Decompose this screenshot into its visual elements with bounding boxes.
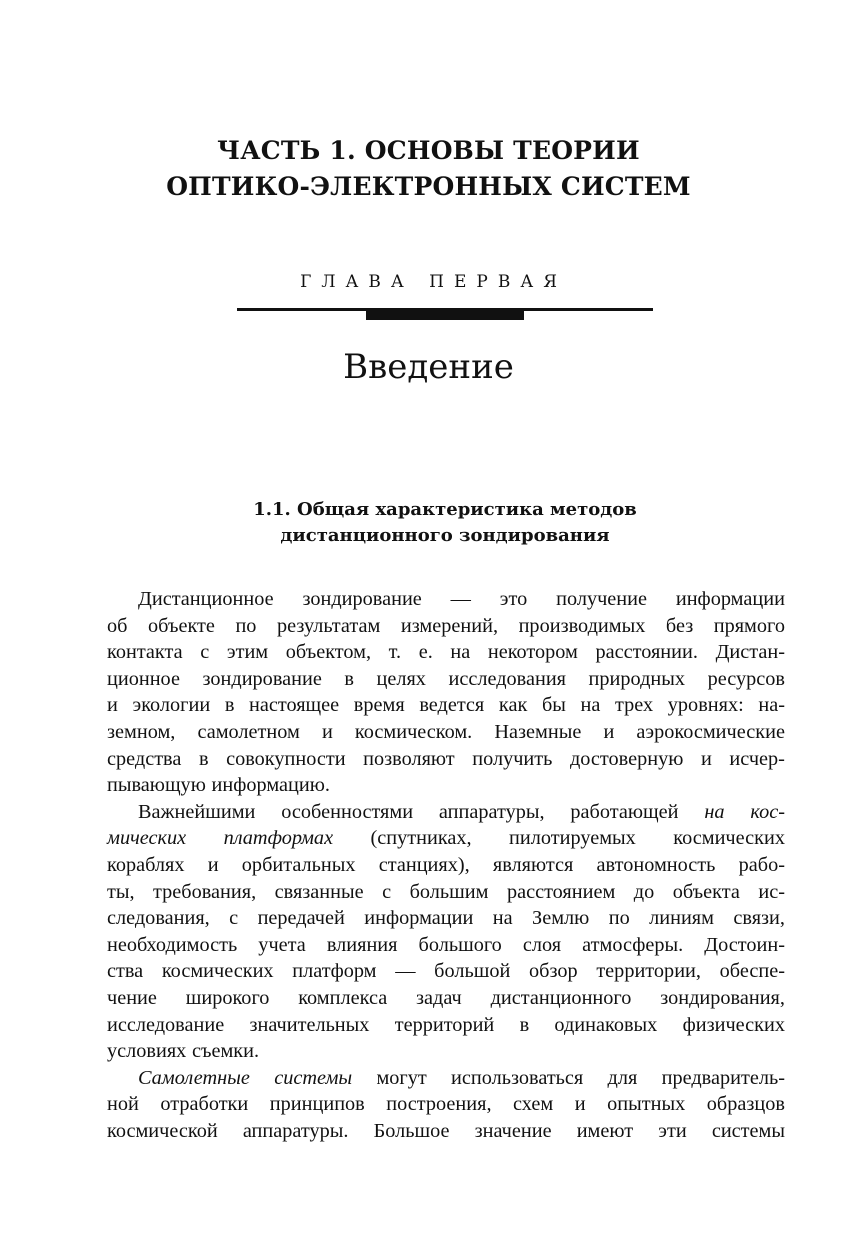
word: на	[492, 907, 513, 930]
section-title-line: 1.1. Общая характеристика методов	[253, 499, 637, 520]
word: исчер-	[729, 747, 785, 770]
word: передачей	[257, 907, 345, 930]
word: пывающую	[107, 774, 206, 797]
word: уровнях:	[667, 694, 744, 717]
part-title-line: ОПТИКО-ЭЛЕКТРОННЫХ СИСТЕМ	[166, 172, 691, 201]
word: аэрокосмические	[636, 720, 785, 743]
text-line	[107, 852, 785, 879]
word: космическом.	[354, 720, 473, 743]
word: в	[224, 694, 235, 717]
word: и	[207, 853, 219, 876]
word: космической	[107, 1119, 218, 1142]
chapter-title: Введение	[343, 347, 514, 387]
word: системы	[711, 1119, 785, 1142]
word: ной	[107, 1093, 139, 1116]
paragraph	[107, 1065, 785, 1145]
word: объектом,	[285, 641, 372, 664]
word: могут	[376, 1066, 427, 1089]
word: исследование	[107, 1013, 225, 1036]
text-line	[107, 958, 785, 985]
word: кораблях	[107, 853, 185, 876]
word: кос-	[750, 800, 785, 823]
word: настоящее	[249, 694, 340, 717]
word: и	[321, 720, 333, 743]
word: с	[382, 880, 392, 903]
word: широкого	[185, 986, 270, 1009]
word: на-	[758, 694, 785, 717]
word: и	[574, 1093, 586, 1116]
word: расстоянием	[506, 880, 616, 903]
text-line	[107, 692, 785, 719]
word: платформах	[223, 827, 334, 850]
text-line	[107, 1038, 785, 1065]
paragraph	[107, 799, 785, 1065]
text-line	[107, 746, 785, 773]
word: об	[107, 614, 128, 637]
word: с	[229, 907, 239, 930]
word: Дистанционное	[138, 588, 274, 610]
word: связи,	[733, 907, 785, 930]
word: на	[580, 694, 601, 717]
word: время	[353, 694, 405, 717]
word: самолетном	[197, 720, 300, 743]
text-line	[107, 772, 785, 799]
word: это	[499, 588, 528, 610]
word: необходимость	[107, 933, 238, 956]
word: аппаратуры,	[438, 800, 545, 823]
word: влияния	[326, 933, 398, 956]
word: Важнейшими	[138, 800, 256, 823]
word: —	[395, 960, 416, 983]
word: использоваться	[451, 1066, 584, 1089]
word: ционное	[107, 667, 180, 690]
word: большим	[409, 880, 489, 903]
word: зондирование	[302, 588, 422, 610]
word: особенностями	[281, 800, 414, 823]
word: для	[607, 1066, 638, 1089]
word: комплекса	[298, 986, 388, 1009]
word: пилотируемых	[509, 827, 636, 850]
word: Достоин-	[704, 933, 785, 956]
text-line	[107, 719, 785, 746]
word: с	[200, 641, 210, 664]
word: как	[498, 694, 528, 717]
word: эти	[658, 1119, 687, 1142]
word: ресурсов	[707, 667, 785, 690]
text-line	[107, 879, 785, 906]
word: природных	[588, 667, 686, 690]
word: совокупности	[226, 747, 346, 770]
word: информацию.	[211, 774, 330, 797]
body-text	[107, 586, 785, 1144]
word: одинаковых	[554, 1013, 658, 1036]
word: контакта	[107, 641, 183, 664]
word: Наземные	[494, 720, 582, 743]
word: большого	[418, 933, 502, 956]
text-line	[107, 799, 785, 826]
word: являются	[492, 853, 574, 876]
word: значительных	[249, 1013, 370, 1036]
section-title	[0, 497, 857, 549]
word: и	[700, 747, 712, 770]
word: опытных	[607, 1093, 686, 1116]
word: зондирование	[202, 667, 322, 690]
word: Самолетные	[138, 1066, 250, 1089]
word: измерений,	[400, 614, 499, 637]
word: обеспе-	[719, 960, 785, 983]
word: предваритель-	[661, 1066, 785, 1089]
word: е.	[418, 641, 433, 664]
word: образцов	[706, 1093, 785, 1116]
part-title-line: ЧАСТЬ 1. ОСНОВЫ ТЕОРИИ	[217, 136, 640, 165]
word: в	[519, 1013, 530, 1036]
text-line	[107, 666, 785, 693]
word: орбитальных	[241, 853, 356, 876]
word: атмосферы.	[582, 933, 684, 956]
text-line	[107, 1065, 785, 1092]
section-title-line: дистанционного зондирования	[280, 525, 610, 546]
word: исследования	[448, 667, 567, 690]
word: космических	[673, 827, 785, 850]
word: принципов	[269, 1093, 365, 1116]
word: зондирования,	[660, 986, 785, 1009]
word: чение	[107, 986, 157, 1009]
word: без	[665, 614, 694, 637]
word: позволяют	[363, 747, 455, 770]
word: прямого	[713, 614, 785, 637]
word: земном,	[107, 720, 176, 743]
word: рабо-	[738, 853, 785, 876]
word: ведется	[419, 694, 485, 717]
text-line	[107, 1091, 785, 1118]
word: имеют	[576, 1119, 634, 1142]
word: до	[633, 880, 655, 903]
word: условиях	[107, 1040, 187, 1063]
text-line	[107, 932, 785, 959]
word: Дистан-	[715, 641, 785, 664]
word: территорий	[394, 1013, 495, 1036]
part-title	[0, 133, 857, 205]
word: значение	[474, 1119, 552, 1142]
word: ты,	[107, 880, 135, 903]
text-line	[107, 905, 785, 932]
word: в	[198, 747, 209, 770]
text-line	[107, 639, 785, 666]
word: задач	[416, 986, 462, 1009]
word: информации	[675, 588, 785, 610]
word: некотором	[487, 641, 578, 664]
word: бы	[541, 694, 566, 717]
word: Землю	[532, 907, 590, 930]
chapter-label: ГЛАВА ПЕРВАЯ	[300, 272, 567, 292]
word: достоверную	[569, 747, 684, 770]
word: съемки.	[191, 1040, 260, 1063]
word: расстоянии.	[595, 641, 698, 664]
word: результатам	[276, 614, 381, 637]
word: экологии	[132, 694, 211, 717]
word: и	[107, 694, 118, 717]
word: в	[344, 667, 354, 690]
word: целях	[376, 667, 426, 690]
word: построения,	[386, 1093, 492, 1116]
word: физических	[682, 1013, 785, 1036]
text-line	[107, 586, 785, 613]
word: следования,	[107, 907, 210, 930]
text-line	[107, 825, 785, 852]
word: ис-	[758, 880, 785, 903]
word: по	[608, 907, 630, 930]
text-line	[107, 613, 785, 640]
word: —	[450, 588, 471, 610]
word: на	[704, 800, 725, 823]
word: аппаратуры.	[242, 1119, 349, 1142]
word: объекте	[148, 614, 215, 637]
word: и	[603, 720, 615, 743]
word: этим	[226, 641, 269, 664]
word: большой	[434, 960, 511, 983]
word: информации	[364, 907, 474, 930]
paragraph	[107, 586, 785, 799]
word: (спутниках,	[370, 827, 472, 850]
word: требования,	[153, 880, 257, 903]
word: производимых	[518, 614, 646, 637]
word: средства	[107, 747, 182, 770]
word: станциях),	[378, 853, 470, 876]
word: получение	[556, 588, 647, 610]
word: обзор	[529, 960, 578, 983]
word: ства	[107, 960, 144, 983]
word: на	[450, 641, 471, 664]
word: слоя	[522, 933, 562, 956]
word: линиям	[649, 907, 714, 930]
word: Большое	[373, 1119, 450, 1142]
text-line	[107, 985, 785, 1012]
word: схем	[513, 1093, 554, 1116]
chapter-rule-accent	[366, 308, 524, 320]
word: работающей	[570, 800, 679, 823]
word: системы	[274, 1066, 353, 1089]
word: связанные	[274, 880, 364, 903]
word: автономность	[596, 853, 716, 876]
word: космических	[161, 960, 274, 983]
word: платформ	[292, 960, 377, 983]
text-line	[107, 1012, 785, 1039]
word: отработки	[160, 1093, 249, 1116]
word: по	[235, 614, 257, 637]
word: т.	[388, 641, 402, 664]
word: дистанционного	[490, 986, 632, 1009]
word: учета	[258, 933, 306, 956]
text-line	[107, 1118, 785, 1145]
word: трех	[615, 694, 654, 717]
word: территории,	[596, 960, 701, 983]
word: мических	[107, 827, 187, 850]
word: получить	[472, 747, 553, 770]
word: объекта	[672, 880, 740, 903]
